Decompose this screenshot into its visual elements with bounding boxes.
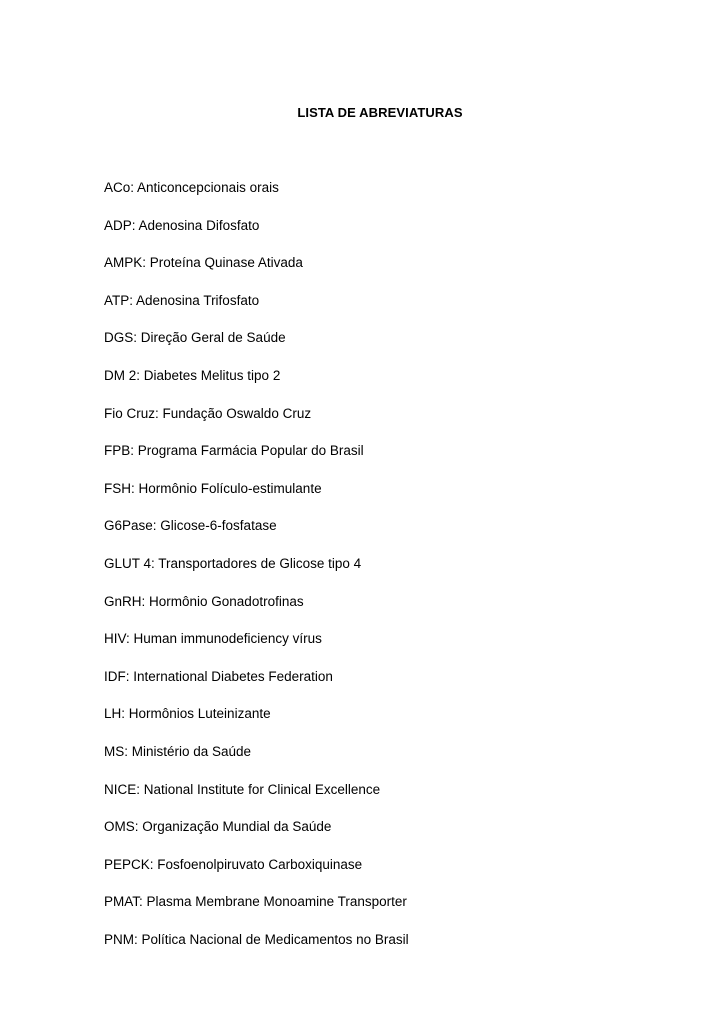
abbreviation-entry: ACo: Anticoncepcionais orais: [104, 180, 279, 195]
page-title: LISTA DE ABREVIATURAS: [297, 105, 463, 120]
abbreviation-entry: HIV: Human immunodeficiency vírus: [104, 631, 322, 647]
abbreviation-entry: NICE: National Institute for Clinical Excellence: [104, 781, 381, 797]
abbreviation-entry: Fio Cruz: Fundação Oswaldo Cruz: [104, 405, 312, 421]
abbreviation-entry: ATP: Adenosina Trifosfato: [104, 292, 260, 308]
abbreviation-entry: GnRH: Hormônio Gonadotrofinas: [104, 593, 304, 609]
abbreviation-entry: FSH: Hormônio Folículo-estimulante: [104, 480, 322, 496]
abbreviation-entry: FPB: Programa Farmácia Popular do Brasil: [104, 443, 364, 459]
abbreviation-entry: DM 2: Diabetes Melitus tipo 2: [104, 367, 281, 383]
abbreviation-entry: PEPCK: Fosfoenolpiruvato Carboxiquinase: [104, 856, 363, 872]
abbreviation-entry: IDF: International Diabetes Federation: [104, 668, 333, 684]
abbreviation-entry: G6Pase: Glicose-6-fosfatase: [104, 518, 277, 534]
abbreviation-entry: LH: Hormônios Luteinizante: [104, 706, 271, 722]
abbreviation-entry: DGS: Direção Geral de Saúde: [104, 330, 286, 346]
abbreviation-entry: PMAT: Plasma Membrane Monoamine Transporter: [104, 894, 407, 910]
abbreviation-entry: AMPK: Proteína Quinase Ativada: [104, 255, 303, 271]
abbreviation-entry: ADP: Adenosina Difosfato: [104, 217, 260, 233]
abbreviation-list: [104, 180, 409, 969]
abbreviation-entry: PNM: Política Nacional de Medicamentos no Brasil: [104, 931, 409, 947]
abbreviation-entry: MS: Ministério da Saúde: [104, 743, 252, 759]
abbreviation-entry: OMS: Organização Mundial da Saúde: [104, 819, 332, 835]
abbreviation-entry: GLUT 4: Transportadores de Glicose tipo 4: [104, 555, 362, 571]
